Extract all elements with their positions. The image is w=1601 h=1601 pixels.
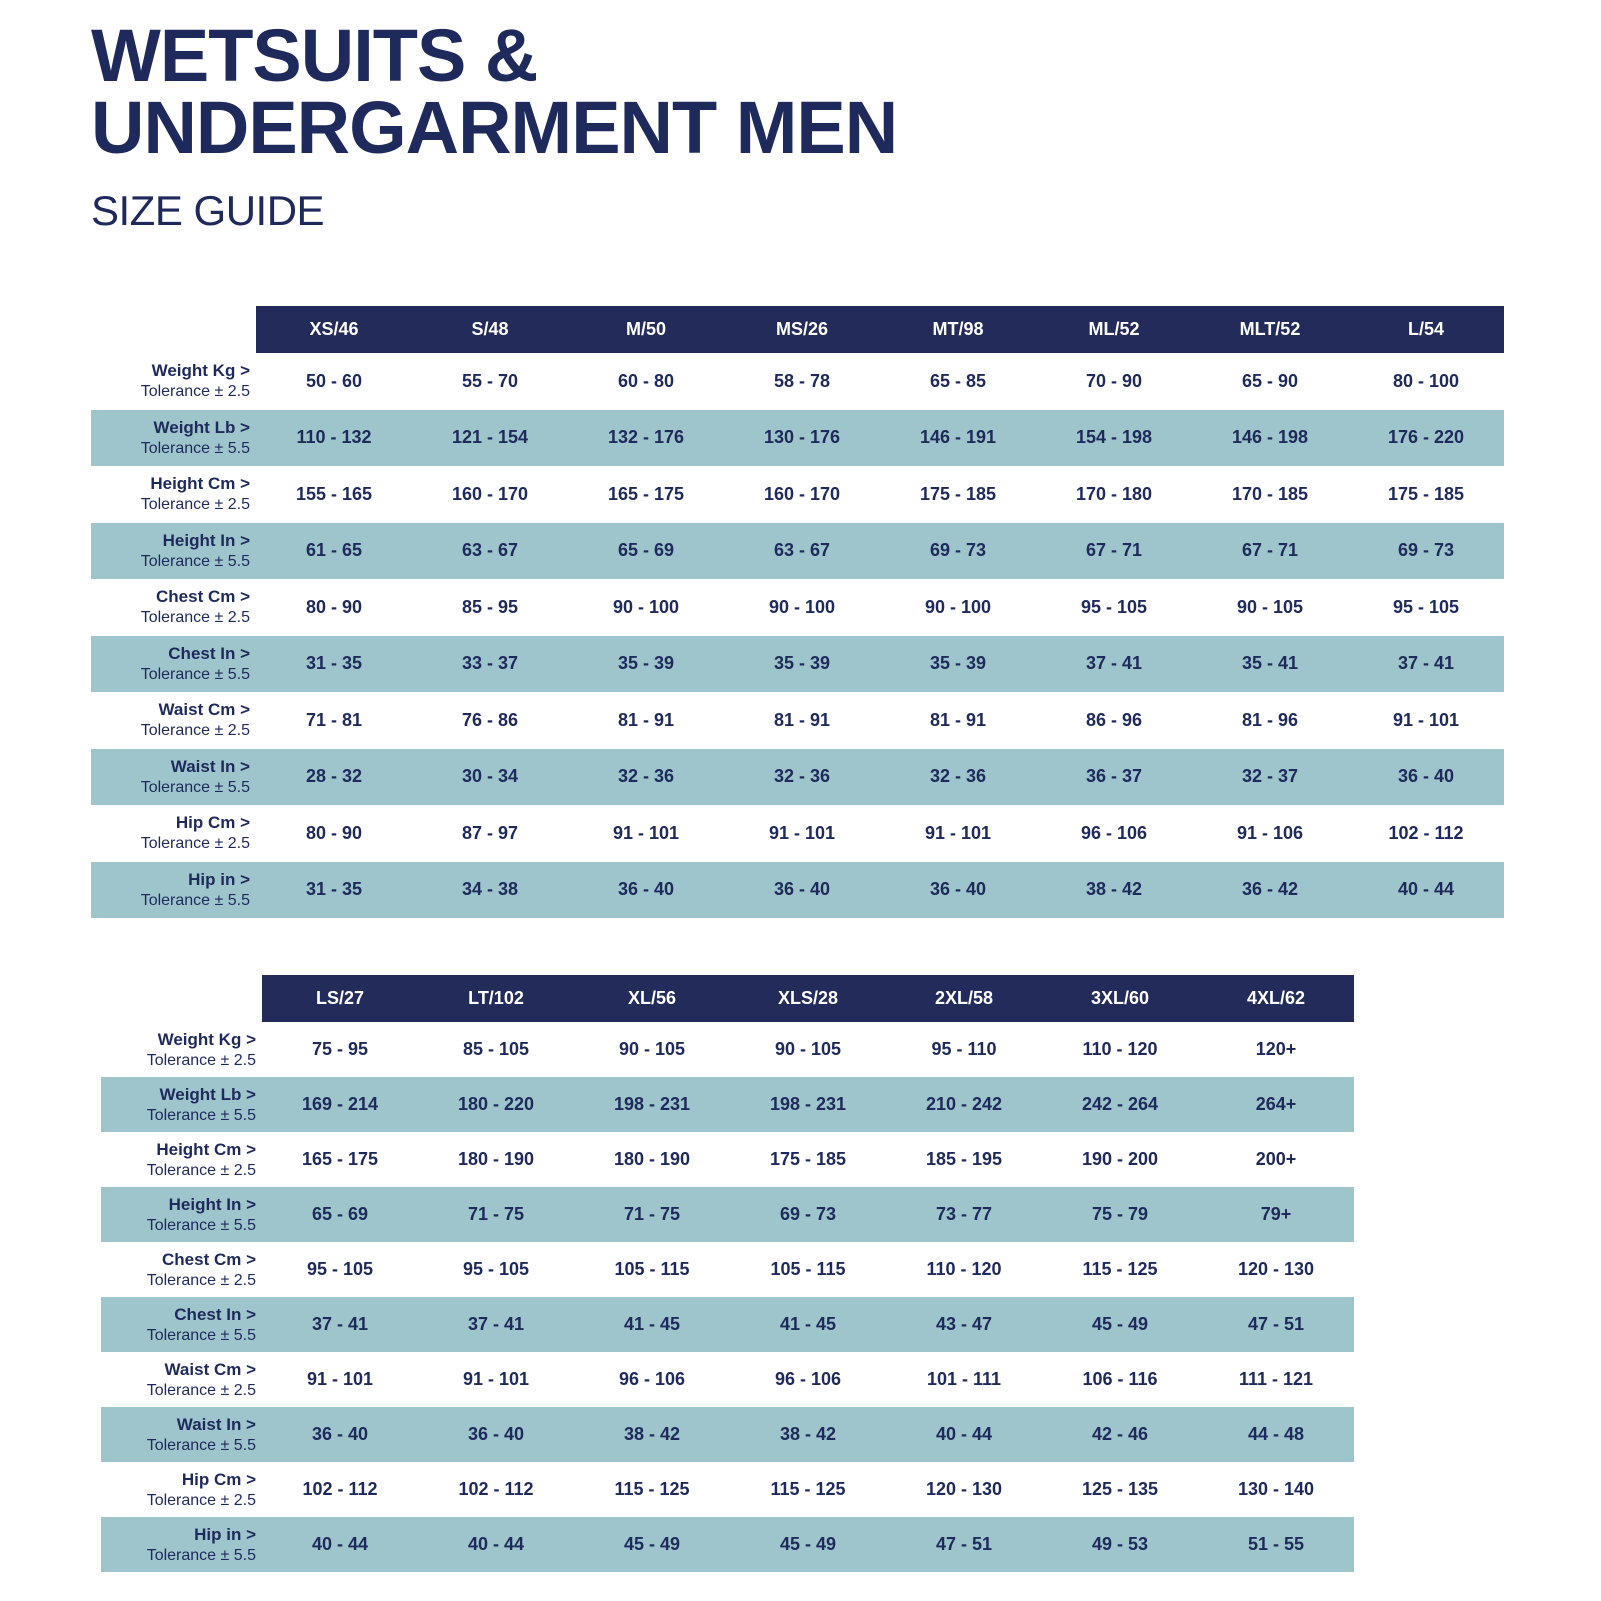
size-value-cell: 44 - 48 [1198, 1407, 1354, 1462]
measurement-label [101, 1352, 262, 1407]
size-value-cell: 96 - 106 [618, 1369, 686, 1389]
measurement-label [91, 410, 256, 467]
size-value-cell: 106 - 116 [1082, 1369, 1158, 1389]
size-value-cell: 40 - 44 [886, 1407, 1042, 1462]
measurement-name: Waist In > [170, 756, 250, 776]
tolerance-text: Tolerance ± 5.5 [146, 1546, 256, 1564]
measurement-label [101, 1022, 262, 1077]
size-value-cell: 41 - 45 [730, 1297, 886, 1352]
tolerance-text: Tolerance ± 5.5 [140, 439, 250, 457]
table-row [91, 579, 1504, 636]
measurement-name: Height Cm > [150, 474, 250, 494]
size-value-cell: 28 - 32 [256, 749, 412, 806]
size-value-cell: 86 - 96 [1085, 709, 1143, 730]
size-value-cell: 242 - 264 [1042, 1077, 1198, 1132]
size-value-cell: 37 - 41 [1348, 636, 1504, 693]
measurement-label [101, 1517, 262, 1572]
size-value-cell: 121 - 154 [412, 410, 568, 467]
size-value-cell: 115 - 125 [1082, 1259, 1158, 1279]
size-value-cell: 146 - 198 [1192, 410, 1348, 467]
tolerance-text: Tolerance ± 5.5 [146, 1106, 256, 1124]
page-title-line-1: WETSUITS & [91, 14, 538, 97]
size-value-cell: 76 - 86 [461, 709, 519, 730]
size-value-cell: 36 - 37 [1036, 749, 1192, 806]
size-value-cell: 90 - 100 [924, 596, 992, 617]
size-value-cell: 65 - 90 [1241, 370, 1299, 391]
measurement-name: Chest Cm > [156, 587, 250, 607]
measurement-name: Weight Kg > [157, 1029, 256, 1049]
size-value-cell: 67 - 71 [1036, 523, 1192, 580]
size-column-header: LS/27 [262, 975, 418, 1022]
size-value-cell: 115 - 125 [770, 1479, 846, 1499]
size-column-header: 2XL/58 [886, 975, 1042, 1022]
size-value-cell: 49 - 53 [1042, 1517, 1198, 1572]
size-value-cell: 47 - 51 [1198, 1297, 1354, 1352]
size-value-cell: 125 - 135 [1081, 1479, 1159, 1499]
size-value-cell: 81 - 91 [617, 709, 675, 730]
size-value-cell: 32 - 37 [1192, 749, 1348, 806]
size-value-cell: 75 - 79 [1042, 1187, 1198, 1242]
tolerance-text: Tolerance ± 2.5 [146, 1271, 256, 1289]
size-value-cell: 90 - 105 [1236, 596, 1304, 617]
table-row [91, 636, 1504, 693]
page-subtitle: SIZE GUIDE [91, 187, 325, 234]
measurement-label [101, 1187, 262, 1242]
size-table-1 [91, 306, 1504, 918]
size-value-cell: 36 - 40 [724, 862, 880, 919]
measurement-name: Height In > [168, 1194, 256, 1214]
size-value-cell: 120+ [1255, 1039, 1297, 1059]
size-value-cell: 105 - 115 [614, 1259, 690, 1279]
size-value-cell: 81 - 91 [773, 709, 831, 730]
measurement-label [101, 1407, 262, 1462]
size-value-cell: 96 - 106 [1080, 822, 1148, 843]
size-column-header: 4XL/62 [1198, 975, 1354, 1022]
size-value-cell: 130 - 140 [1237, 1479, 1315, 1499]
table-row [91, 805, 1504, 862]
size-value-cell: 36 - 40 [262, 1407, 418, 1462]
table-row [101, 1022, 1354, 1077]
size-value-cell: 210 - 242 [886, 1077, 1042, 1132]
size-value-cell: 120 - 130 [1237, 1259, 1315, 1279]
measurement-label [91, 579, 256, 636]
size-value-cell: 175 - 185 [769, 1149, 847, 1169]
size-value-cell: 35 - 41 [1192, 636, 1348, 693]
size-value-cell: 32 - 36 [880, 749, 1036, 806]
size-value-cell: 38 - 42 [1036, 862, 1192, 919]
measurement-name: Waist Cm > [164, 1359, 256, 1379]
size-value-cell: 264+ [1198, 1077, 1354, 1132]
measurement-name: Weight Lb > [159, 1084, 256, 1104]
size-column-header: XS/46 [256, 306, 412, 353]
size-value-cell: 95 - 105 [462, 1259, 530, 1279]
tolerance-text: Tolerance ± 5.5 [140, 778, 250, 796]
size-value-cell: 79+ [1198, 1187, 1354, 1242]
table-row [101, 1352, 1354, 1407]
size-value-cell: 71 - 81 [305, 709, 363, 730]
size-value-cell: 91 - 101 [924, 822, 992, 843]
size-value-cell: 36 - 40 [880, 862, 1036, 919]
measurement-label [91, 862, 256, 919]
size-column-header: XL/56 [574, 975, 730, 1022]
size-value-cell: 198 - 231 [574, 1077, 730, 1132]
size-value-cell: 35 - 39 [724, 636, 880, 693]
size-value-cell: 180 - 190 [613, 1149, 691, 1169]
tolerance-text: Tolerance ± 2.5 [146, 1161, 256, 1179]
tolerance-text: Tolerance ± 5.5 [146, 1436, 256, 1454]
size-value-cell: 165 - 175 [301, 1149, 379, 1169]
size-value-cell: 95 - 110 [931, 1039, 997, 1059]
size-value-cell: 58 - 78 [773, 370, 831, 391]
measurement-name: Chest Cm > [162, 1249, 256, 1269]
measurement-name: Hip in > [194, 1524, 256, 1544]
size-value-cell: 51 - 55 [1198, 1517, 1354, 1572]
size-value-cell: 63 - 67 [412, 523, 568, 580]
tolerance-text: Tolerance ± 2.5 [140, 835, 250, 853]
size-value-cell: 43 - 47 [886, 1297, 1042, 1352]
measurement-name: Height In > [162, 530, 250, 550]
size-value-cell: 91 - 101 [1392, 709, 1460, 730]
size-value-cell: 91 - 101 [306, 1369, 374, 1389]
size-value-cell: 36 - 40 [568, 862, 724, 919]
title-block [91, 14, 898, 234]
size-header-row [91, 306, 1504, 353]
size-value-cell: 61 - 65 [256, 523, 412, 580]
size-value-cell: 96 - 106 [774, 1369, 842, 1389]
size-value-cell: 102 - 112 [302, 1479, 378, 1499]
table-row [101, 1517, 1354, 1572]
size-value-cell: 102 - 112 [458, 1479, 534, 1499]
size-value-cell: 60 - 80 [617, 370, 675, 391]
size-value-cell: 75 - 95 [311, 1039, 369, 1059]
size-value-cell: 160 - 170 [451, 483, 529, 504]
measurement-label [91, 805, 256, 862]
measurement-label [101, 1297, 262, 1352]
measurement-label [91, 466, 256, 523]
size-value-cell: 90 - 105 [774, 1039, 842, 1059]
size-value-cell: 91 - 106 [1236, 822, 1304, 843]
measurement-name: Chest In > [168, 643, 250, 663]
tolerance-text: Tolerance ± 2.5 [140, 609, 250, 627]
page-title-line-2: UNDERGARMENT MEN [91, 86, 898, 169]
measurement-label [91, 353, 256, 410]
size-value-cell: 80 - 90 [305, 596, 363, 617]
size-value-cell: 105 - 115 [770, 1259, 846, 1279]
size-value-cell: 146 - 191 [880, 410, 1036, 467]
tolerance-text: Tolerance ± 2.5 [146, 1051, 256, 1069]
size-value-cell: 70 - 90 [1085, 370, 1143, 391]
table-row [101, 1242, 1354, 1297]
size-value-cell: 91 - 101 [462, 1369, 530, 1389]
size-value-cell: 36 - 40 [418, 1407, 574, 1462]
size-value-cell: 81 - 91 [929, 709, 987, 730]
size-value-cell: 110 - 120 [926, 1259, 1002, 1279]
size-value-cell: 71 - 75 [418, 1187, 574, 1242]
size-value-cell: 85 - 95 [461, 596, 519, 617]
size-value-cell: 40 - 44 [418, 1517, 574, 1572]
table-row [101, 1462, 1354, 1517]
size-value-cell: 36 - 40 [1348, 749, 1504, 806]
size-value-cell: 67 - 71 [1192, 523, 1348, 580]
size-value-cell: 170 - 185 [1231, 483, 1309, 504]
measurement-label [91, 749, 256, 806]
table-row [101, 1297, 1354, 1352]
size-value-cell: 110 - 132 [256, 410, 412, 467]
size-value-cell: 81 - 96 [1241, 709, 1299, 730]
size-value-cell: 111 - 121 [1238, 1369, 1314, 1389]
size-value-cell: 65 - 69 [262, 1187, 418, 1242]
size-value-cell: 31 - 35 [256, 862, 412, 919]
size-value-cell: 69 - 73 [880, 523, 1036, 580]
size-value-cell: 165 - 175 [607, 483, 685, 504]
table-row [91, 410, 1504, 467]
measurement-label [91, 636, 256, 693]
size-value-cell: 95 - 105 [306, 1259, 374, 1279]
table-row [91, 523, 1504, 580]
size-value-cell: 37 - 41 [418, 1297, 574, 1352]
table-row [101, 1077, 1354, 1132]
size-value-cell: 90 - 100 [768, 596, 836, 617]
size-value-cell: 175 - 185 [1387, 483, 1465, 504]
size-value-cell: 102 - 112 [1388, 822, 1464, 843]
measurement-name: Hip Cm > [175, 813, 250, 833]
size-value-cell: 132 - 176 [568, 410, 724, 467]
table-row [91, 692, 1504, 749]
size-value-cell: 91 - 101 [768, 822, 836, 843]
size-value-cell: 190 - 200 [1081, 1149, 1159, 1169]
size-value-cell: 35 - 39 [568, 636, 724, 693]
size-value-cell: 120 - 130 [925, 1479, 1003, 1499]
header-corner [101, 975, 262, 1022]
size-value-cell: 95 - 105 [1080, 596, 1148, 617]
measurement-name: Weight Kg > [151, 361, 250, 381]
size-value-cell: 42 - 46 [1042, 1407, 1198, 1462]
size-value-cell: 154 - 198 [1036, 410, 1192, 467]
size-column-header: MLT/52 [1192, 306, 1348, 353]
tolerance-text: Tolerance ± 2.5 [140, 383, 250, 401]
size-column-header: L/54 [1348, 306, 1504, 353]
size-value-cell: 65 - 85 [929, 370, 987, 391]
size-value-cell: 38 - 42 [574, 1407, 730, 1462]
size-value-cell: 37 - 41 [1036, 636, 1192, 693]
size-value-cell: 87 - 97 [461, 822, 519, 843]
measurement-label [91, 692, 256, 749]
measurement-label [101, 1462, 262, 1517]
measurement-name: Waist Cm > [158, 700, 250, 720]
size-value-cell: 38 - 42 [730, 1407, 886, 1462]
size-value-cell: 169 - 214 [262, 1077, 418, 1132]
size-column-header: 3XL/60 [1042, 975, 1198, 1022]
size-column-header: ML/52 [1036, 306, 1192, 353]
table-row [91, 862, 1504, 919]
size-value-cell: 101 - 111 [926, 1369, 1002, 1389]
tolerance-text: Tolerance ± 2.5 [140, 496, 250, 514]
measurement-name: Height Cm > [156, 1139, 256, 1159]
size-value-cell: 37 - 41 [262, 1297, 418, 1352]
size-value-cell: 110 - 120 [1082, 1039, 1158, 1059]
size-value-cell: 65 - 69 [568, 523, 724, 580]
size-table-2 [101, 975, 1354, 1572]
size-value-cell: 170 - 180 [1075, 483, 1153, 504]
table-row [91, 353, 1504, 410]
size-value-cell: 71 - 75 [574, 1187, 730, 1242]
size-column-header: S/48 [412, 306, 568, 353]
size-column-header: LT/102 [418, 975, 574, 1022]
size-value-cell: 50 - 60 [305, 370, 363, 391]
tolerance-text: Tolerance ± 5.5 [146, 1216, 256, 1234]
size-value-cell: 85 - 105 [462, 1039, 530, 1059]
tolerance-text: Tolerance ± 5.5 [140, 665, 250, 683]
size-value-cell: 36 - 42 [1192, 862, 1348, 919]
size-value-cell: 115 - 125 [614, 1479, 690, 1499]
size-column-header: M/50 [568, 306, 724, 353]
size-value-cell: 175 - 185 [919, 483, 997, 504]
measurement-label [101, 1077, 262, 1132]
size-value-cell: 91 - 101 [612, 822, 680, 843]
table-row [101, 1407, 1354, 1462]
measurement-label [91, 523, 256, 580]
size-value-cell: 40 - 44 [262, 1517, 418, 1572]
measurement-name: Weight Lb > [153, 417, 250, 437]
size-value-cell: 180 - 190 [457, 1149, 535, 1169]
measurement-name: Hip Cm > [181, 1469, 256, 1489]
size-value-cell: 47 - 51 [886, 1517, 1042, 1572]
size-value-cell: 80 - 100 [1392, 370, 1460, 391]
size-value-cell: 80 - 90 [305, 822, 363, 843]
size-value-cell: 45 - 49 [574, 1517, 730, 1572]
size-value-cell: 155 - 165 [295, 483, 373, 504]
size-value-cell: 69 - 73 [730, 1187, 886, 1242]
size-value-cell: 180 - 220 [418, 1077, 574, 1132]
size-column-header: XLS/28 [730, 975, 886, 1022]
tolerance-text: Tolerance ± 5.5 [140, 891, 250, 909]
size-value-cell: 45 - 49 [730, 1517, 886, 1572]
measurement-name: Waist In > [176, 1414, 256, 1434]
size-value-cell: 30 - 34 [412, 749, 568, 806]
table-row [91, 749, 1504, 806]
measurement-name: Hip in > [188, 869, 250, 889]
tolerance-text: Tolerance ± 5.5 [146, 1326, 256, 1344]
size-value-cell: 185 - 195 [925, 1149, 1003, 1169]
size-column-header: MT/98 [880, 306, 1036, 353]
size-value-cell: 32 - 36 [724, 749, 880, 806]
tolerance-text: Tolerance ± 2.5 [146, 1381, 256, 1399]
size-value-cell: 198 - 231 [730, 1077, 886, 1132]
tolerance-text: Tolerance ± 5.5 [140, 552, 250, 570]
size-value-cell: 55 - 70 [461, 370, 519, 391]
size-value-cell: 35 - 39 [880, 636, 1036, 693]
measurement-label [101, 1242, 262, 1297]
size-value-cell: 31 - 35 [256, 636, 412, 693]
table-row [101, 1187, 1354, 1242]
size-value-cell: 32 - 36 [568, 749, 724, 806]
size-value-cell: 45 - 49 [1042, 1297, 1198, 1352]
size-value-cell: 130 - 176 [724, 410, 880, 467]
size-value-cell: 34 - 38 [412, 862, 568, 919]
size-value-cell: 95 - 105 [1392, 596, 1460, 617]
header-corner [91, 306, 256, 353]
measurement-name: Chest In > [174, 1304, 256, 1324]
size-value-cell: 33 - 37 [412, 636, 568, 693]
size-value-cell: 176 - 220 [1348, 410, 1504, 467]
table-row [91, 466, 1504, 523]
size-value-cell: 200+ [1255, 1149, 1297, 1169]
size-column-header: MS/26 [724, 306, 880, 353]
table-row [101, 1132, 1354, 1187]
size-value-cell: 160 - 170 [763, 483, 841, 504]
tolerance-text: Tolerance ± 2.5 [140, 722, 250, 740]
measurement-label [101, 1132, 262, 1187]
size-value-cell: 90 - 100 [612, 596, 680, 617]
tolerance-text: Tolerance ± 2.5 [146, 1491, 256, 1509]
size-value-cell: 90 - 105 [618, 1039, 686, 1059]
size-value-cell: 41 - 45 [574, 1297, 730, 1352]
size-value-cell: 40 - 44 [1348, 862, 1504, 919]
size-value-cell: 69 - 73 [1348, 523, 1504, 580]
size-value-cell: 63 - 67 [724, 523, 880, 580]
size-header-row [101, 975, 1354, 1022]
size-value-cell: 73 - 77 [886, 1187, 1042, 1242]
